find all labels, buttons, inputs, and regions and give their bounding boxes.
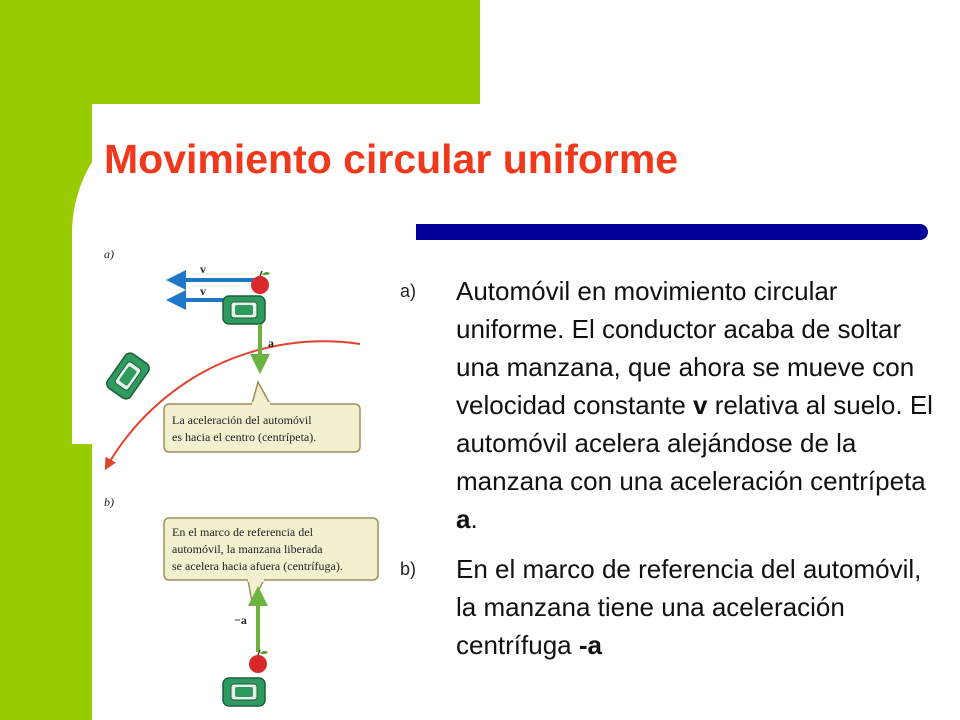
list-item-b bbox=[400, 550, 940, 664]
list-item-a bbox=[400, 272, 940, 538]
callout-b-line-3: se acelera hacia afuera (centrífuga). bbox=[172, 559, 343, 573]
explanation-list bbox=[400, 272, 940, 676]
car-top-a bbox=[223, 296, 265, 324]
callout-b-line-2: automóvil, la manzana liberada bbox=[172, 542, 323, 556]
apple-a bbox=[251, 271, 270, 294]
item-a-bold-1: v bbox=[693, 390, 708, 420]
car-side-a bbox=[104, 351, 151, 401]
list-item-a-text bbox=[456, 272, 940, 538]
item-a-text-3: . bbox=[470, 504, 478, 534]
neg-accel-label: −a bbox=[234, 613, 247, 627]
list-item-b-text bbox=[456, 550, 940, 664]
car-top-b bbox=[223, 678, 265, 706]
item-b-text-1: En el marco de referencia del automóvil, la manzana tiene una aceleración centrífuga bbox=[456, 554, 922, 660]
title-underline-bar-cap bbox=[896, 224, 928, 240]
physics-figure bbox=[92, 240, 392, 720]
figure-label-a: a) bbox=[104, 247, 114, 261]
callout-a-line-2: es hacia el centro (centrípeta). bbox=[172, 430, 317, 444]
list-marker-b: b) bbox=[400, 559, 417, 579]
velocity-arrows bbox=[170, 262, 256, 300]
callout-a-line-1: La aceleración del automóvil bbox=[172, 413, 312, 427]
apple-b bbox=[249, 650, 268, 673]
velocity-label-1: v bbox=[200, 262, 206, 276]
velocity-label-2: v bbox=[200, 284, 206, 298]
item-a-bold-2: a bbox=[456, 504, 471, 534]
list-marker-a: a) bbox=[400, 281, 417, 301]
callout-b-line-1: En el marco de referencia del bbox=[172, 525, 313, 539]
title-underline-bar bbox=[416, 224, 912, 240]
accel-label: a bbox=[268, 336, 274, 350]
figure-label-b: b) bbox=[104, 495, 114, 509]
callout-a bbox=[164, 382, 360, 452]
item-a-text-2: relativa al suelo. El automóvil acelera alejándose de la manzana con una aceleración centrípeta bbox=[456, 390, 933, 496]
callout-b bbox=[164, 518, 378, 602]
item-a-text-1: Automóvil en movimiento circular uniforme. El conductor acaba de soltar una manzana, que ahora se mueve con velocidad constante bbox=[456, 276, 915, 420]
slide-title: Movimiento circular uniforme bbox=[104, 136, 679, 182]
item-b-bold-1: -a bbox=[578, 630, 602, 660]
